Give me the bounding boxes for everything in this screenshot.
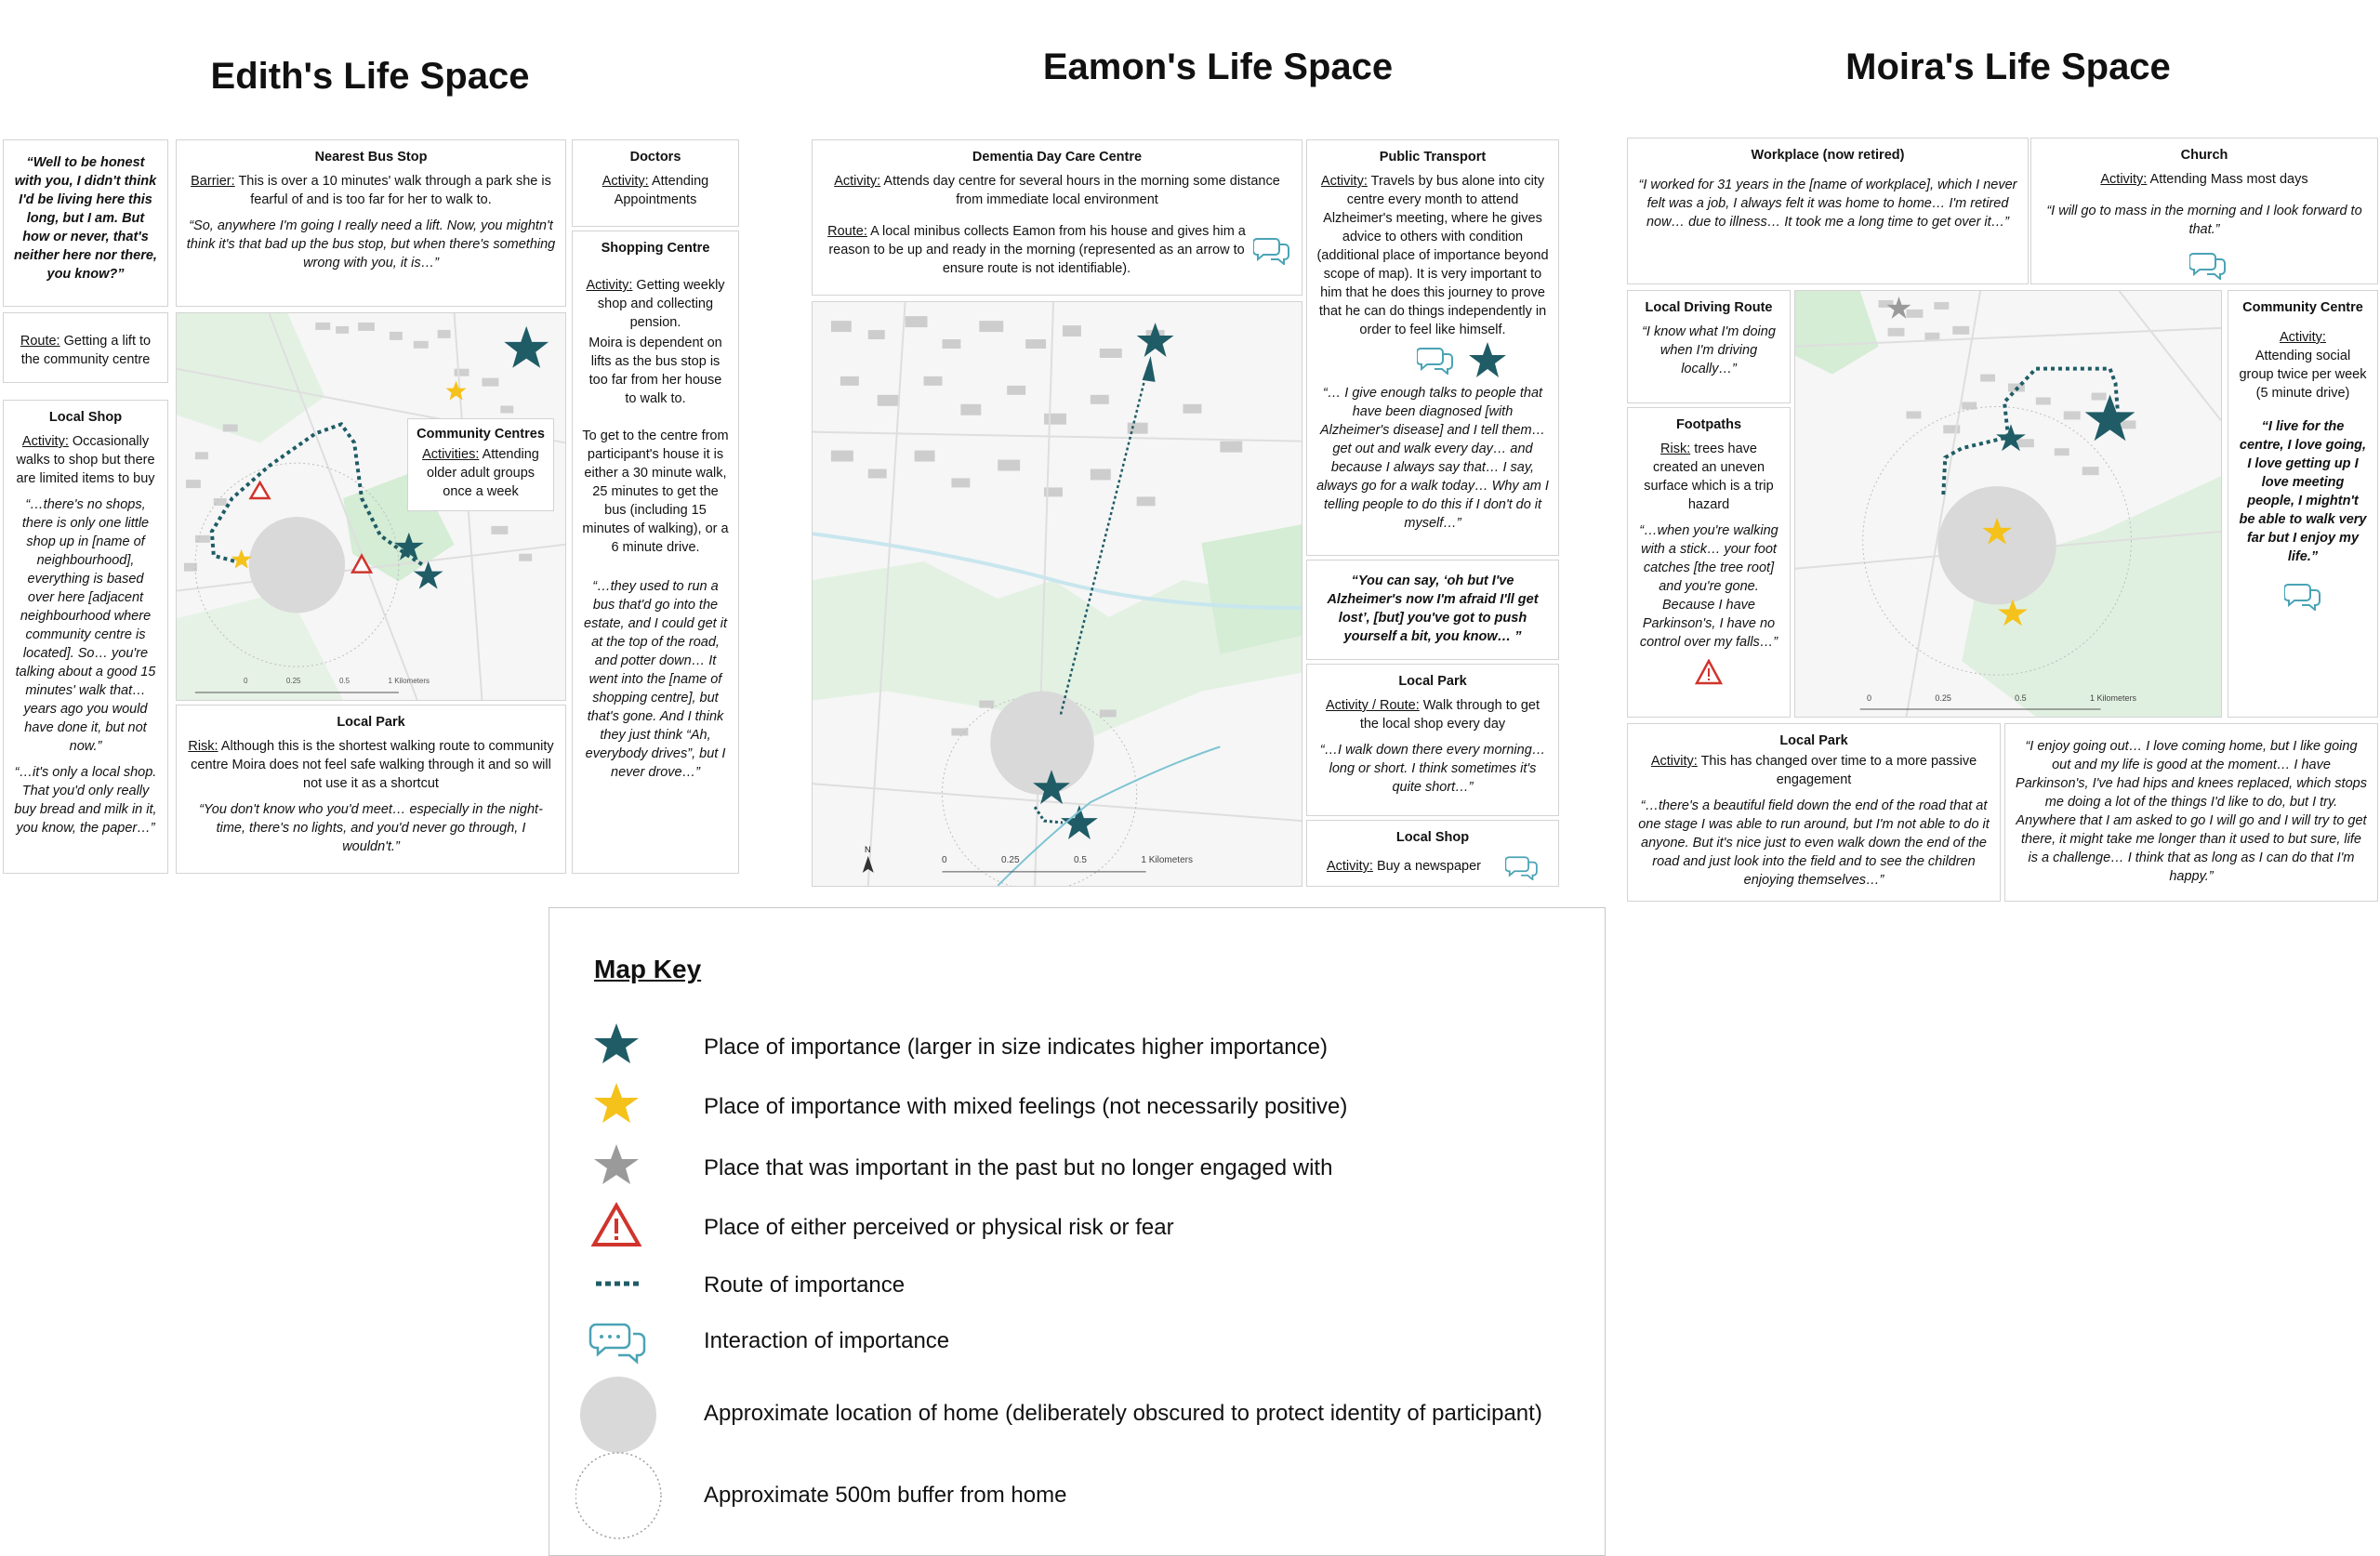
edith-doctors-text: Attending Appointments [614, 174, 709, 207]
yellow-star-icon [575, 1077, 668, 1133]
moira-workplace-quote: “I worked for 31 years in the [name of workplace], which I never felt was a job, I always felt it was home to home… I'm retired now… due to illness… It took me a long time to get over it…” [1638, 178, 2017, 230]
eamon-bold-quote: “You can say, ‘oh but I've Alzheimer's now I'm afraid I'll get lost’, [but] you've got to push yourself a bit, you know… ” [1327, 574, 1539, 644]
edith-shopping-box [572, 231, 739, 874]
moira-footpaths-box [1627, 407, 1791, 718]
legend-item [549, 1256, 1605, 1312]
edith-shopping-text: Getting weekly shop and collecting pension. [597, 278, 725, 330]
eamon-map [812, 301, 1302, 887]
edith-community-label: Activities: [422, 447, 480, 462]
moira-workplace-heading: Workplace (now retired) [1751, 148, 1905, 163]
eamon-day-care-text: Attends day centre for several hours in the morning some distance from immediate local environment [880, 174, 1280, 207]
edith-community-text: Attending older adult groups once a week [426, 447, 539, 499]
chat-bubbles-icon [575, 1312, 668, 1367]
eamon-route-label: Route: [827, 224, 867, 239]
moira-workplace-box [1627, 138, 2029, 284]
moira-driving-quote: “I know what I'm doing when I'm driving locally…” [1642, 324, 1776, 376]
grey-star-icon [575, 1139, 668, 1194]
moira-driving-box [1627, 290, 1791, 403]
chat-bubbles-icon [2189, 248, 2227, 280]
legend-item-text: Place that was important in the past but no longer engaged with [704, 1155, 1333, 1180]
map-key-title: Map Key [594, 955, 702, 983]
chat-bubbles-icon [1505, 852, 1539, 880]
moira-footpaths-heading: Footpaths [1675, 417, 1742, 432]
edith-shopping-quote: “…they used to run a bus that'd go into the estate, and I could get it at the top of the road, and potter down… It went into the [name of shopping centre], but that's gone. And I think they just think “Ah, everybody drives”, but I never drove…” [584, 579, 727, 780]
edith-local-park-quote: “You don't know who you'd meet… especially in the night-time, there's no lights, and you'd never go through, I wouldn't.” [199, 802, 543, 854]
edith-local-park-box [176, 705, 566, 874]
moira-footpaths-text: trees have created an uneven surface which is a trip hazard [1644, 442, 1774, 512]
edith-bus-stop-text: This is over a 10 minutes' walk through a park she is fearful of and is too far for her to walk to. [234, 174, 551, 207]
edith-bus-stop-quote: “So, anywhere I'm going I really need a lift. Now, you mightn't think it's that bad up the bus stop, but when there's something wrong with you, it is…” [186, 218, 556, 270]
moira-local-park-label: Activity: [1650, 754, 1698, 769]
legend-item [549, 1139, 1605, 1194]
edith-local-shop-text: Occasionally walks to shop but there are limited items to buy [16, 434, 155, 486]
eamon-north: N [865, 845, 871, 854]
map-key [549, 907, 1606, 1556]
eamon-local-park-heading: Local Park [1398, 674, 1467, 689]
edith-shopping-p3: To get to the centre from participant's house it is either a 30 minute walk, 25 minutes to get the bus (including 15 minutes of walking), or a 6 minute drive. [582, 429, 729, 555]
eamon-bold-quote-box [1306, 560, 1559, 660]
edith-route-text: Getting a lift to the community centre [20, 334, 152, 367]
eamon-scale-3: 1 Kilometers [1141, 855, 1193, 865]
edith-local-shop-heading: Local Shop [48, 410, 123, 425]
moira-church-quote: “I will go to mass in the morning and I look forward to that.” [2046, 204, 2362, 237]
teal-star-icon [575, 1018, 668, 1074]
eamon-transport-box [1306, 139, 1559, 556]
edith-local-park-label: Risk: [188, 739, 218, 754]
edith-scale-0: 0 [244, 677, 248, 685]
eamon-local-shop-text: Buy a newspaper [1372, 858, 1481, 874]
edith-shopping-label: Activity: [586, 278, 633, 293]
eamon-transport-heading: Public Transport [1379, 150, 1487, 165]
edith-local-shop-box [3, 400, 168, 874]
moira-local-park-text: This has changed over time to a more passive engagement [1697, 754, 1977, 787]
eamon-day-care-heading: Dementia Day Care Centre [972, 150, 1143, 165]
edith-title: Edith's Life Space [210, 56, 530, 97]
legend-item [549, 1451, 1605, 1540]
edith-community-heading: Community Centres [416, 427, 545, 442]
eamon-map-svg [813, 302, 1302, 886]
edith-route-label: Route: [20, 334, 60, 349]
moira-community-label: Activity: [2280, 330, 2326, 345]
legend-item-text: Place of importance (larger in size indicates higher importance) [704, 1035, 1328, 1060]
legend-item [549, 1373, 1605, 1457]
legend-item-text: Interaction of importance [704, 1328, 950, 1353]
eamon-local-shop-heading: Local Shop [1395, 830, 1470, 845]
legend-item-text: Place of either perceived or physical risk or fear [704, 1215, 1174, 1240]
moira-footpaths-label: Risk: [1660, 442, 1691, 456]
legend-item-text: Route of importance [704, 1272, 906, 1298]
risk-triangle-icon [575, 1198, 668, 1254]
eamon-scale-2: 0.5 [1074, 855, 1087, 865]
edith-quote-box [3, 139, 168, 307]
edith-local-park-text: Although this is the shortest walking route to community centre Moira does not feel safe walking through it and so will not use it as a shortcut [191, 739, 554, 791]
edith-shopping-heading: Shopping Centre [601, 241, 710, 256]
moira-church-box [2030, 138, 2378, 284]
moira-church-label: Activity: [2100, 172, 2148, 187]
edith-local-shop-quote2: “…it's only a local shop. That you'd only really buy bread and milk in it, you know, the paper…” [14, 765, 157, 836]
legend-item [549, 1312, 1605, 1367]
moira-community-text: Attending social group twice per week (5 minute drive) [2239, 349, 2367, 401]
eamon-scale-0: 0 [942, 855, 947, 865]
eamon-local-park-text: Walk through to get the local shop every day [1359, 698, 1540, 732]
edith-doctors-box [572, 139, 739, 227]
moira-title: Moira's Life Space [1845, 46, 2171, 87]
edith-scale-3: 1 Kilometers [388, 677, 430, 685]
edith-opening-quote: “Well to be honest with you, I didn't think I'd be living here this long, but I am. But how or never, that's neither here nor there, you know?” [14, 155, 157, 282]
eamon-local-park-label: Activity / Route: [1326, 698, 1420, 713]
chat-bubbles-icon [1253, 233, 1290, 265]
moira-scale-3: 1 Kilometers [2089, 693, 2136, 703]
risk-triangle-icon [1695, 659, 1723, 685]
legend-item [549, 1018, 1605, 1074]
edith-local-shop-label: Activity: [21, 434, 69, 449]
legend-item-text: Approximate 500m buffer from home [704, 1483, 1067, 1508]
edith-route-box [3, 312, 168, 383]
moira-scale-1: 0.25 [1935, 693, 1951, 703]
edith-bus-stop-heading: Nearest Bus Stop [314, 150, 428, 165]
chat-bubbles-icon [1417, 343, 1454, 375]
moira-scale-2: 0.5 [2015, 693, 2027, 703]
eamon-local-park-box [1306, 664, 1559, 816]
moira-right-quote: “I enjoy going out… I love coming home, but I like going out and my life is good at the moment… I have Parkinson's, I've had hips and knees replaced, which stops me doing a lot of the things I'd like to do, but I try. Anywhere that I am asked to go I will go and I will try to get there, it might take me longer than it used to but sure, life is a challenge… I think that as long as I can do that I'm happy.” [2016, 739, 2367, 884]
moira-church-text: Attending Mass most days [2147, 172, 2308, 187]
moira-scale-0: 0 [1867, 693, 1872, 703]
edith-shopping-p2: Moira is dependent on lifts as the bus stop is too far from her house to walk to. [588, 336, 722, 406]
grey-circle-icon [575, 1373, 668, 1457]
moira-local-park-heading: Local Park [1779, 733, 1848, 748]
dotted-circle-icon [575, 1451, 668, 1540]
eamon-scale [942, 855, 1193, 865]
moira-scale [1867, 693, 2136, 703]
moira-map-svg [1795, 291, 2221, 717]
eamon-transport-label: Activity: [1320, 174, 1368, 189]
eamon-local-shop-label: Activity: [1326, 858, 1373, 874]
eamon-transport-icons [1316, 339, 1549, 380]
legend-item [549, 1198, 1605, 1254]
moira-community-quote: “I live for the centre, I love going, I love getting up I love meeting people, I mightn't be able to walk very far but I enjoy my life.” [2239, 419, 2367, 564]
edith-local-shop-quote1: “…there's no shops, there is only one little shop up in [name of neighbourhood], everything is based over here [adjacent neighbourhood where community centre is located]. So… you're talking about a good 15 minutes' walk that… years ago you would have done it, but not now.” [15, 497, 156, 754]
teal-star-icon [1469, 341, 1506, 378]
eamon-day-care-label: Activity: [834, 174, 881, 189]
moira-footpaths-quote: “…when you're walking with a stick… your foot catches [the tree root] and you're gone. Because I have Parkinson's, I have no control over my falls…” [1639, 523, 1778, 650]
edith-bus-stop-label: Barrier: [191, 174, 235, 189]
moira-community-heading: Community Centre [2242, 300, 2363, 315]
edith-doctors-heading: Doctors [629, 150, 681, 165]
eamon-local-shop-box [1306, 820, 1559, 887]
dotted-route-icon [575, 1256, 668, 1312]
eamon-day-care-box [812, 139, 1302, 296]
eamon-transport-quote: “… I give enough talks to people that have been diagnosed [with Alzheimer's disease] and I tell them… get out and walk every day… and because I always say that… I say, always go for a walk today… Why am I telling people to do this if I don't do it myself…” [1316, 386, 1549, 531]
edith-bus-stop-box [176, 139, 566, 307]
eamon-transport-text: Travels by bus alone into city centre every month to attend Alzheimer's meeting, where he gives advice to others with condition (additional place of importance beyond scope of map). It is very important to him that he does this journey to prove that he can do things independently in order to feel like himself. [1316, 174, 1549, 337]
chat-bubbles-icon [2284, 579, 2321, 611]
eamon-title: Eamon's Life Space [1042, 46, 1394, 87]
moira-local-park-box [1627, 723, 2001, 902]
legend-item-text: Place of importance with mixed feelings (not necessarily positive) [704, 1094, 1348, 1119]
edith-local-park-heading: Local Park [337, 715, 405, 730]
moira-map [1794, 290, 2222, 718]
legend-item [549, 1077, 1605, 1133]
edith-scale-1: 0.25 [285, 677, 301, 685]
eamon-scale-1: 0.25 [1001, 855, 1020, 865]
eamon-local-park-quote: “…I walk down there every morning… long or short. I think sometimes it's quite short…” [1319, 743, 1546, 795]
moira-church-heading: Church [2180, 148, 2228, 163]
edith-doctors-label: Activity: [602, 174, 649, 189]
moira-local-park-quote: “…there's a beautiful field down the end of the road that at one stage I was able to run around, but I'm not able to do it anyone. But it's nice just to even walk down the end of the road and just look into the field and to see the children enjoying themselves…” [1638, 798, 1990, 888]
edith-scale [244, 677, 430, 685]
legend-item-text: Approximate location of home (deliberately obscured to protect identity of participant) [704, 1401, 1542, 1426]
moira-community-box [2228, 290, 2378, 718]
moira-right-quote-box [2004, 723, 2378, 902]
edith-scale-2: 0.5 [338, 677, 350, 685]
moira-driving-heading: Local Driving Route [1645, 300, 1773, 315]
edith-community-box [407, 418, 554, 511]
eamon-route-text: A local minibus collects Eamon from his house and gives him a reason to be up and ready in the morning (represented as an arrow to ensure route is not identifiable). [828, 224, 1246, 276]
